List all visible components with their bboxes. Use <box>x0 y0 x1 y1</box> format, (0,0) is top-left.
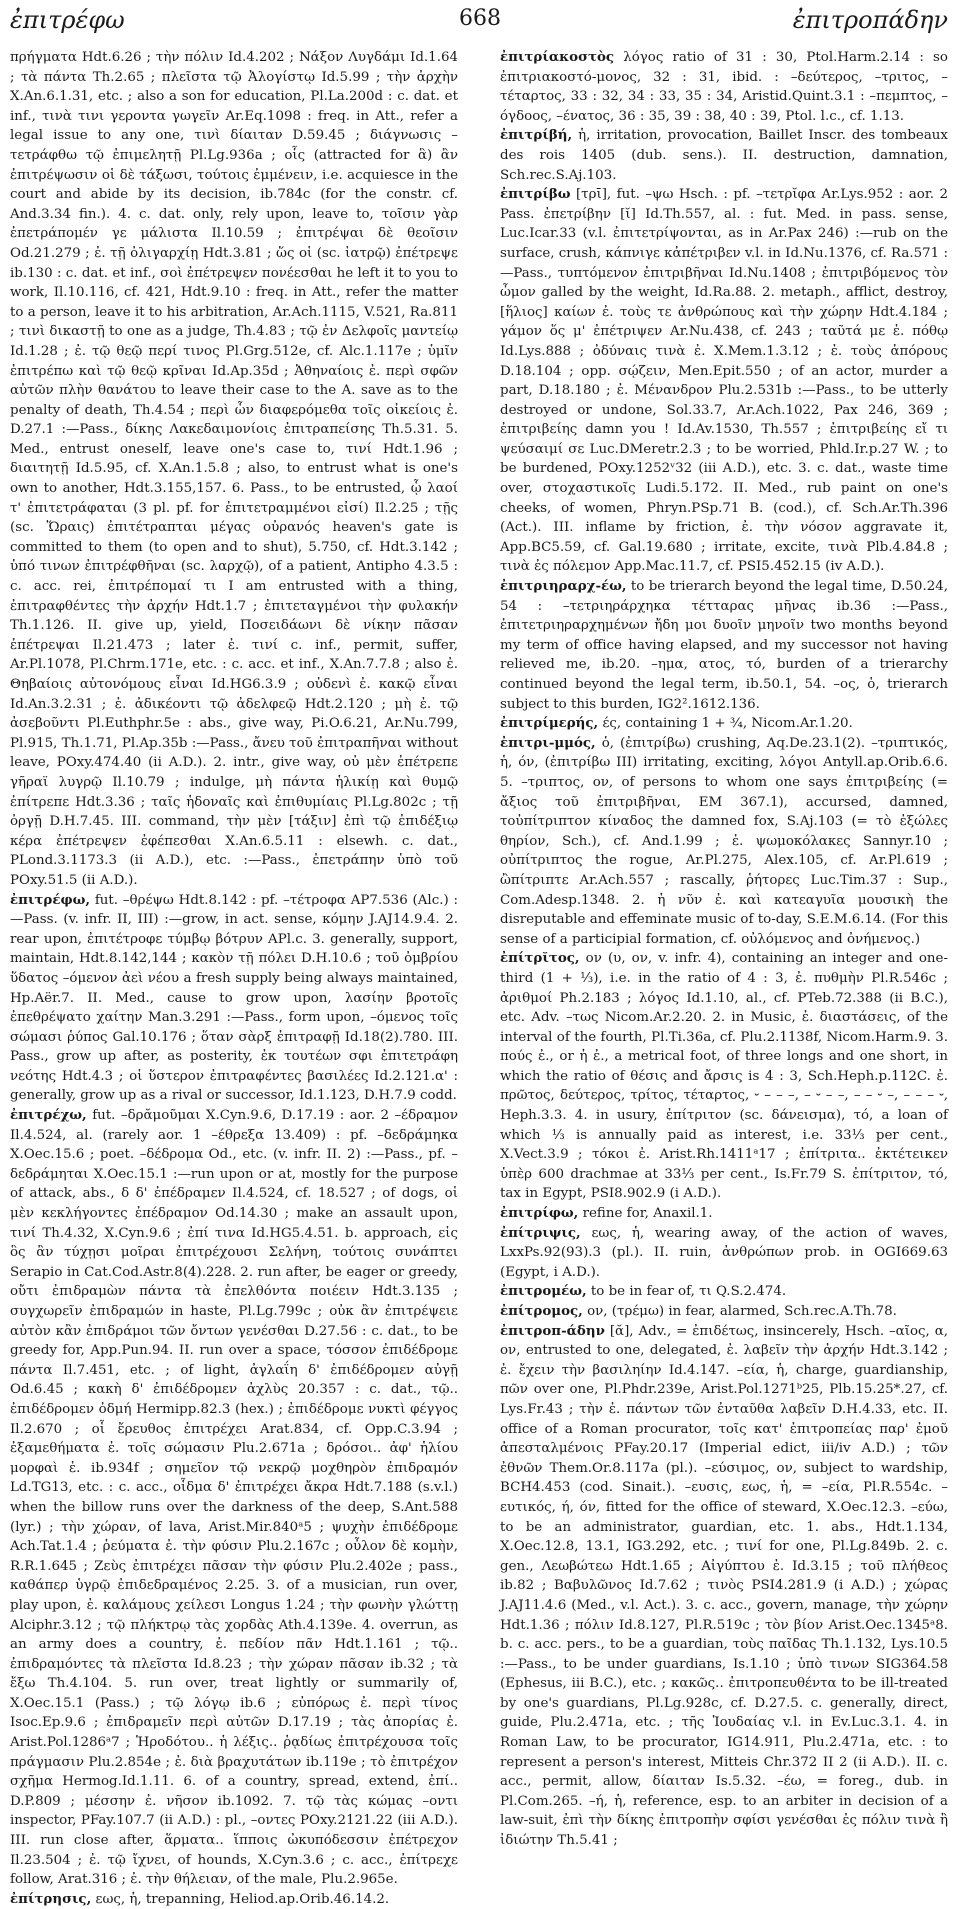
dictionary-entry <box>500 48 948 126</box>
entry-body: εως, ἡ, wearing away, of the action of waves, LxxPs.92(93).3 (pl.). II. ruin, ἀνθρώπων prob. in OGI669.63 (Egypt, i A.D.). <box>500 1225 948 1280</box>
dictionary-entry <box>10 891 458 1107</box>
entry-body: πρήγματα Hdt.6.26 ; τὴν πόλιν Id.4.202 ; Νάξον Λυγδάμι Id.1.64 ; τὰ πάντα Th.2.65 ; πλεῖστα τῷ Ἀλογίστῳ Id.5.99 ; τὴν ἀρχὴν X.An.6.1.31, etc. ; also a son for education, Pl.La.200d : c. dat. et inf., τινὰ τινι γεροντα γωγεῖν Ar.Eq.1098 : freq. in Att., refer a legal issue to any one, τινὶ δίαιταν D.59.45 ; διάγνωσις –τετράφθω τῷ ἐπιμελητῇ Pl.Lg.936a ; οἷς (attracted for ἃ) ἂν ἐπιτρέψωσιν οἱ δὲ τάξωσι, τούτοις ἐμμένειν, i.e. acquiesce in the court and abide by its decision, ib.784c (for the constr. cf. And.3.34 fin.). 4. c. dat. only, rely upon, leave to, τοῖσιν γὰρ ἐπετράπομέν γε μάλιστα Il.10.59 ; ἐπιτρέψαι δὲ θεοῖσιν Od.21.279 ; ἐ. τῇ ὀλιγαρχίῃ Hdt.3.81 ; ὥς οἱ (sc. ἰατρῷ) ἐπέτρεψε ib.130 : c. dat. et inf., σοὶ ἐπέτρεψεν πονέεσθαι he left it to you to work, Il.10.116, cf. 421, Hdt.9.10 : freq. in Att., refer the matter to a person, leave it to his arbitration, Ar.Ach.1115, V.521, Ra.811 ; τινὶ δικαστῇ to one as a judge, Th.4.83 ; τῷ ἐν Δελφοῖς μαντείῳ Id.1.28 ; ἐ. τῷ θεῷ περί τινος Pl.Grg.512e, cf. Alc.1.117e ; ὑμῖν ἐπιτρέπω καὶ τῷ θεῷ κρῖναι Id.Ap.35d ; Ἀθηναίοις ἐ. περὶ σφῶν αὐτῶν πλὴν θανάτου to leave their case to the A. save as to the penalty of death, Th.4.54 ; περὶ ὧν διαφερόμεθα τοῖς οἰκείοις ἐ. D.27.1 :—Pass., δίκης Λακεδαιμονίοις ἐπιτραπείσης Th.5.31. 5. Med., entrust oneself, leave one's case to, τινί Hdt.1.96 ; διαιτητῇ Id.5.95, cf. X.An.1.5.8 ; also, to entrust what is one's own to another, Hdt.3.155,157. 6. Pass., to be entrusted, ᾧ λαοί τ' ἐπιτετράφαται (3 pl. pf. for ἐπιτετραμμένοι εἰσί) Il.2.25 ; τῇς (sc. Ὥραις) ἐπιτέτραπται μέγας οὐρανός heaven's gate is committed to them (to open and to shut), 5.750, cf. Hdt.3.142 ; ὑπό τινων ἐπιτρέφθῆναι (sc. λαρχῷ), of a patient, Antipho 4.3.5 : c. acc. rei, ἐπιτρέπομαί τι I am entrusted with a thing, ἐπιτραφθέντες τὴν ἀρχήν Hdt.1.7 ; ἐπιτεταγμένοι τὴν φυλακήν Th.1.126. II. give up, yield, Ποσειδάωνι δὲ νίκην πᾶσαν ἐπέτρεψαι Il.21.473 ; later ἐ. τινί c. inf., permit, suffer, Ar.Pl.1078, Pl.Chrm.171e, etc. : c. acc. et inf., X.An.7.7.8 ; also ἐ. Θηβαίοις αὐτονόμους εἶναι Id.HG6.3.9 ; οὐδενὶ ἐ. κακῷ εἶναι Id.An.3.2.31 ; ἐ. ἀδικέοντι τῷ ἀδελφεῷ Hdt.2.120 ; μὴ ἐ. τῷ ἀσεβοῦντι Pl.Euthphr.5e : abs., give way, Pi.O.6.21, Ar.Nu.799, Pl.915, Th.1.71, Pl.Ap.35b :—Pass., ἄνευ τοῦ ἐπιτραπῆναι without leave, POxy.474.40 (ii A.D.). 2. intr., give way, οὐ μὲν ἐπέτρεπε γῆραϊ λυγρῷ Il.10.79 ; indulge, μὴ πάντα ἡλικίῃ καὶ θυμῷ ἐπίτρεπε Hdt.3.36 ; ταῖς ἡδοναῖς καὶ ἐπιθυμίαις Pl.Lg.802c ; τῇ ὀργῇ D.H.7.45. III. command, τὴν μὲν [τάξιν] ἐπὶ τῷ ἐπιδέξιῳ κέρα ἐπέτρεψεν ἐφέπεσθαι X.An.6.5.11 : elsewh. c. dat., PLond.3.1173.3 (ii A.D.), etc. :—Pass., ἐπετράπην ὑπὸ τοῦ POxy.51.5 (ii A.D.). <box>10 50 458 888</box>
page-number: 668 <box>459 6 501 31</box>
entry-lemma: ἐπιτρίφω, <box>500 1205 579 1222</box>
dictionary-entry <box>500 185 948 577</box>
entry-lemma: ἐπιτρίμερής, <box>500 715 599 732</box>
right-column <box>500 48 948 1849</box>
dictionary-entry <box>500 126 948 185</box>
entry-lemma: ἐπιτρίβω <box>500 186 571 203</box>
entry-lemma: ἐπίτρῐτος, <box>500 950 580 967</box>
left-column <box>10 48 458 1907</box>
entry-body: fut. –θρέψω Hdt.8.142 : pf. –τέτροφα AP7.536 (Alc.) :—Pass. (v. infr. II, III) :—grow, in act. sense, κόμην J.AJ14.9.4. 2. rear upon, ἐπιτέτροφε τύμβῳ βότρυν APl.c. 3. generally, support, maintain, Hdt.8.142,144 ; κακὸν τῇ πόλει D.H.10.6 ; τοῦ ὀμβρίου ὕδατος –όμενον ἀεὶ νέου a fresh supply being always maintained, Hp.Aër.7. II. Med., cause to grow upon, λασίην βροτοῖς ἐπεθρέψατο χαίτην Man.3.291 :—Pass., form upon, –όμενος τοῖς σώμασι ῥύπος Gal.10.176 ; ὅταν σὰρξ ἐπιτραφῇ Id.18(2).780. III. Pass., grow up after, as posterity, ἐκ τουτέων σφι ἐπιτετράφη νεότης Hdt.4.3 ; οἱ ὕστερον ἐπιτραφέντες βασιλέες Id.2.121.α' : generally, grow up as a rival or successor, Id.1.123, D.H.7.9 codd. <box>10 892 458 1104</box>
entry-body: ὁ, (ἐπιτρίβω) crushing, Aq.De.23.1(2). –τριπτικός, ἡ, όν, (ἐπιτρίβω III) irritating, exciting, λόγοι Antyll.ap.Orib.6.6. 5. –τριπτος, ον, of persons to whom one says ἐπιτριβείης (= ἄξιος τοῦ ἐπιτριβῆναι, EM 367.1), accursed, damned, τοὐπίτριπτον κίναδος the damned fox, S.Aj.103 (= τὸ ἐξώλες θηρίον, Sch.), cf. And.1.99 ; ἐ. ψωμοκόλακες Sannyr.10 ; οὐπίτριπτος the rogue, Ar.Pl.275, Alex.105, cf. Ar.Pl.619 ; ὢπίτριπτε Ar.Ach.557 ; rascally, ῥήτορες Luc.Tim.37 : Sup., Com.Adesp.1348. 2. ἡ νῦν ἐ. καὶ κατεαγυῖα μουσικὴ the disreputable and effeminate music of to-day, S.E.M.6.14. (For this sense of a participial formation, cf. οὐλόμενος and ὀνήμενος.) <box>500 735 948 947</box>
entry-body: refine for, Anaxil.1. <box>582 1206 713 1222</box>
entry-body: [ᾰ], Adv., = ἐπιδέτως, insincerely, Hsch. –αῖος, α, ον, entrusted to one, delegated, ἐ. λαβεῖν τὴν ἀρχήν Hdt.3.142 ; ἐ. ἔχειν τὴν βασιληίην Id.4.147. –εία, ἡ, charge, guardianship, πῶν over one, Pl.Phdr.239e, Arist.Pol.1271ᵇ25, Plb.15.25*.27, cf. Lys.Fr.43 ; τὴν ἐ. πάντων τῶν ἐνταῦθα λαβεῖν D.H.4.33, etc. II. office of a Roman procurator, τοῖς κατ' ἐπιτροπείας παρ' ἐμοῦ ἀπεσταλμένοις PFay.20.17 (Imperial edict, iii/iv A.D.) ; τῶν ἐθνῶν Them.Or.8.117a (pl.). –εύσιμος, ον, subject to wardship, BCH4.453 (cod. Sinait.). –ευσις, εως, ἡ, = –εία, Pl.R.554c. –ευτικός, ή, όν, fitted for the office of steward, X.Oec.12.3. –εύω, to be an administrator, guardian, etc. 1. abs., Hdt.1.134, X.Oec.12.8, 13.1, IG3.292, etc. ; τινί for one, Pl.Lg.849b. 2. c. gen., Λεωβώτεω Hdt.1.65 ; Αἰγύπτου ἐ. Id.3.15 ; τοῦ πλήθεος ib.82 ; Βαβυλῶνος Id.7.62 ; τινὸς PSI4.281.9 (i A.D.) ; χώρας J.AJ11.4.6 (Med., v.l. Act.). 3. c. acc., govern, manage, τὴν χώρην Hdt.1.36 ; πόλιν Id.8.127, Pl.R.519c ; τὸν βίον Arist.Oec.1345ᵃ8. b. c. acc. pers., to be a guardian, τοὺς παῖδας Th.1.132, Lys.10.5 :—Pass., to be under guardians, Is.1.10 ; ὑπὸ τινων SIG364.58 (Ephesus, iii B.C.), etc. ; κακῶς.. ἐπιτροπευθέντα to be ill-treated by one's guardians, Pl.Lg.928c, cf. D.27.5. c. generally, direct, guide, Plu.2.471a, etc. ; τῆς Ἰουδαίας v.l. in Ev.Luc.3.1. 4. in Roman Law, to be procurator, IG14.911, Plu.2.471a, etc. : to represent a person's interest, Mitteis Chr.372 II 2 (ii A.D.). II. c. acc., permit, allow, δίαιταν Is.5.32. –έω, = foreg., dub. in Pl.Com.265. –ή, ἡ, reference, esp. to an arbiter in decision of a law-suit, ἐπὶ τὴν δίκης ἐπιτροπὴν σφίσι γενέσθαι ἐς πόλιν τινὰ ἢ ἰδιώτην Th.5.41 ; <box>500 1323 948 1849</box>
right-guide-word: ἐπιτροπάδην <box>792 6 948 34</box>
entry-body: to be in fear of, τι Q.S.2.474. <box>590 1284 787 1300</box>
dictionary-entry <box>500 1204 948 1224</box>
entry-lemma: ἐπιτρίβή, <box>500 127 573 144</box>
entry-lemma: ἐπίτρομος, <box>500 1303 583 1319</box>
dictionary-entry <box>500 734 948 950</box>
dictionary-entry <box>500 1302 948 1322</box>
entry-lemma: ἐπιτροπ-άδην <box>500 1322 605 1339</box>
entry-lemma: ἐπίτριψις, <box>500 1224 581 1241</box>
dictionary-entry <box>500 1282 948 1302</box>
entry-body: [τρῑ], fut. –ψω Hsch. : pf. –τετρῐφα Ar.Lys.952 : aor. 2 Pass. ἐπετρίβην [ῐ] Id.Th.557, al. : fut. Med. in pass. sense, Luc.Icar.33 (v.l. ἐπιτετρίψονται, as in Ar.Pax 246) :—rub on the surface, crush, κάπνιγε κἀπέτριβεν v.l. in Id.Nu.1376, cf. Ra.571 :—Pass., τυπτόμενον ἐπιτριβῆναι Id.Nu.1408 ; ἐπιτριβόμενος τὸν ὦμον galled by the weight, Id.Ra.88. 2. metaph., afflict, destroy, [ἥλιος] καίων ἐ. τοὺς τε ἀνθρώπους καὶ τὴν χώρην Hdt.4.184 ; γάμον ὅς μ' ἐπέτριψεν Ar.Nu.438, cf. 243 ; ταῦτά με ἐ. πόθῳ Id.Lys.888 ; ὀδύναις τινὰ ἐ. X.Mem.1.3.12 ; ἐ. τοὺς ἀπόρους D.18.104 ; opp. σῴζειν, Men.Epit.550 ; of an actor, murder a part, D.18.180 ; ἐ. Μένανδρον Plu.2.531b :—Pass., to be utterly destroyed or undone, Sol.33.7, Ar.Ach.1022, Pax 246, 369 ; ἐπιτριβείης damn you ! Id.Av.1530, Th.557 ; ἐπιτριβείης εἴ τι ψεύσαιμί σε Luc.DMeretr.2.3 ; to be worried, Phld.Ir.p.27 W. ; to be burdened, POxy.1252ᵛ32 (iii A.D.), etc. 3. c. dat., waste time over, στοχαστικοῖς Ludi.5.172. II. Med., rub paint on one's cheeks, of women, Phryn.PSp.71 B. (cod.), cf. Sch.Ar.Th.396 (Act.). III. inflame by friction, ἐ. τὴν νόσον aggravate it, App.BC5.59, cf. Gal.19.680 ; irritate, excite, τινὰ Plb.4.84.8 ; τινὰ ἐς πόλεμον App.Mac.11.7, cf. PSI5.452.15 (iv A.D.). <box>500 187 948 575</box>
entry-body: fut. –δρᾰμοῦμαι X.Cyn.9.6, D.17.19 : aor. 2 –έδραμον Il.4.524, al. (rarely aor. 1 –έθρεξα 13.409) : pf. –δεδράμηκα X.Oec.15.6 ; poet. –δέδρομα Od., etc. (v. infr. II. 2) :—Pass., pf. –δεδράμηται X.Oec.15.1 :—run upon or at, mostly for the purpose of attack, abs., δ δ' ἐπέδραμεν Il.4.524, cf. 18.527 ; of dogs, οἱ μὲν κεκλήγοντες ἐπέδραμον Od.14.30 ; make an assault upon, τινί Th.4.32, X.Cyn.9.6 ; ἐπί τινα Id.HG5.4.51. b. approach, εἰς ὃς ἂν τύχῃσι μοῖραι ἐπιτρέχουσι Σελήνη, τούτοις συνάπτει Serapio in Cat.Cod.Astr.8(4).228. 2. run after, be eager or greedy, οὔτι ἐπιδραμὼν πάντα τὰ ἐπελθόντα ποιέειν Hdt.3.135 ; συγχωρεῖν ἐπιδραμών in haste, Pl.Lg.799c ; οὐκ ἂν ἐπιτρέψειε αὐτὸν κἂν ἐπιδράμοι τῶν ὄντων γενέσθαι D.27.56 : c. dat., to be greedy for, App.Pun.94. II. run over a space, τόσσον ἐπιδέδρομε πάντα Il.7.451, etc. ; of light, ἀγλαΐη δ' ἐπιδέδρομεν αὐγῇ Od.6.45 ; κακὴ δ' ἐπιδέδρομεν ἀχλὺς 20.357 : c. dat., τῷ.. ἐπιδέδρομεν ὀδμή Hermipp.82.3 (hex.) ; ἐπιδέδρομε νυκτὶ φέγγος Il.2.670 ; οἷ ἔρευθος ἐπιτρέχει Arat.834, cf. Opp.C.3.94 ; ἐξαμεθήματα ἐ. τοῖς σώμασιν Plu.2.671a ; δρόσοι.. ἀφ' ἡλίου μορφαὶ ἐ. ib.934f ; σημεῖον τῷ νεκρῷ μοχθηρὸν ἐπιδραμόν Ld.TG13, etc. : c. acc., οἷδμα δ' ἐπιτρέχει ἄκρα Hdt.7.188 (s.v.l.) when the billow runs over the darkness of the deep, S.Ant.588 (lyr.) ; τὴν χώραν, of lava, Arist.Mir.840ᵃ5 ; ψυχὴν ἐπιδέδρομε Ach.Tat.1.4 ; ῥεύματα ἐ. τὴν φύσιν Plu.2.167c ; οὖλον δὲ κομὴν, R.R.1.645 ; Ζεὺς ἐπιτρέχει πᾶσαν τὴν φύσιν Plu.2.402e ; pass., καθάπερ ὑγρῷ ἐπιδεδραμένος 2.25. 3. of a musician, run over, play upon, ἐ. καλάμους χείλεσι Longus 1.24 ; τὴν φωνὴν γλώττῃ Alciphr.3.12 ; τῷ πλήκτρῳ τὰς χορδὰς Ath.4.139e. 4. overrun, as an army does a country, ἐ. πεδίον πᾶν Hdt.1.161 ; τῷ.. ἐπιδραμόντες τὰ πλεῖστα Id.8.23 ; τὴν χώραν πᾶσαν ib.32 ; τὰ ἔξω Th.4.104. 5. run over, treat lightly or summarily of, X.Oec.15.1 (Pass.) ; τῷ λόγῳ ib.6 ; εὐπόρως ἐ. περὶ τίνος Isoc.Ep.9.6 ; ἐπιδραμεῖν περὶ αὐτῶν D.17.19 ; τὰς ἀπορίας ἐ. Arist.Pol.1286ᵃ7 ; Ἡροδότου.. ἡ λέξις.. ῥᾳδίως ἐπιτρέχουσα τοῖς πράγμασιν Plu.2.854e ; ἐ. διὰ βραχυτάτων ib.119e ; τὸ ἐπιτρέχον σχῆμα Hermog.Id.1.11. 6. of a country, spread, extend, ἐπί.. D.P.809 ; μέσσην ἐ. νῆσον ib.1092. 7. τῷ τὰς κώμας –οντι inspector, PFay.107.7 (ii A.D.) : pl., –οντες POxy.2121.22 (iii A.D.). III. run close after, ἅρματα.. ἵπποις ὠκυπόδεσσιν ἐπέτρεχον Il.23.504 ; ἐ. τῷ ἴχνει, of hounds, X.Cyn.3.6 ; c. acc., ἐπίτρεχε follow, Arat.316 ; ἐ. τὴν θήλειαν, of the male, Plu.2.965e. <box>10 1108 458 1888</box>
entry-lemma: ἐπίτρησις, <box>10 1890 92 1907</box>
entry-body: λόγος ratio of 31 : 30, Ptol.Harm.2.14 : so ἐπιτριακοστό-μονος, 32 : 31, ibid. : –δεύτερος, –τριτος, –τέταρτος, 33 : 32, 34 : 33, 35 : 34, Aristid.Quint.3.1 : –πεμπτος, –όγδοος, –ένατος, 36 : 35, 39 : 38, 40 : 39, Ptol. l.c., cf. 1.13. <box>500 50 948 124</box>
dictionary-entry <box>500 949 948 1204</box>
entry-lemma: ἐπιτρίακοστὸς <box>500 49 615 65</box>
entry-lemma: ἐπιτρέχω, <box>10 1107 87 1124</box>
dictionary-entry <box>10 1890 458 1909</box>
entry-body: to be trierarch beyond the legal time, D.50.24, 54 : –τετριηράρχηκα τέτταρας μῆνας ib.36 :—Pass., ἐπιτετριηραρχημένων ἤδη μοι δυοῖν μηνοῖν two months beyond my term of office having elapsed, and my successor not having relieved me, ib.20. –ημα, ατος, τό, burden of a trierarchy continued beyond the legal term, ib.50.1, 54. –ος, ὁ, trierarch subject to this burden, IG2².1612.136. <box>500 579 948 712</box>
entry-lemma: ἐπιτριηραρχ-έω, <box>500 578 627 595</box>
entry-lemma: ἐπιτρομέω, <box>500 1283 587 1300</box>
entry-body: ἡ, irritation, provocation, Baillet Inscr. des tombeaux des rois 1405 (dub. sens.). II. destruction, damnation, Sch.rec.S.Aj.103. <box>500 128 948 183</box>
entry-body: ές, containing 1 + ¾, Nicom.Ar.1.20. <box>602 716 853 732</box>
dictionary-entry <box>10 48 458 891</box>
entry-lemma: ἐπιτρέφω, <box>10 891 91 908</box>
entry-body: ον (υ, ον, v. infr. 4), containing an integer and one-third (1 + ⅓), i.e. in the ratio of 4 : 3, ἐ. πυθμὴν Pl.R.546c ; ἀριθμοί Ph.2.183 ; λόγος Id.1.10, al., cf. PTeb.72.388 (ii B.C.), etc. Adv. –τως Nicom.Ar.2.20. 2. in Music, ἐ. διαστάσεις, of the interval of the fourth, Pl.Ti.36a, cf. Plu.2.1138f, Nicom.Harm.9. 3. πούς ἐ., or ἡ ἐ., a metrical foot, of three longs and one short, in which the ratio of θέσις and ἄρσις is 4 : 3, Sch.Heph.p.112C. ἐ. πρῶτος, δεύτερος, τρίτος, τέταρτος, ⏑ – – –, – ⏑ – –, – – ⏑ –, – – – ⏑, Heph.3.3. 4. in usury, ἐπίτριτον (sc. δάνεισμα), τό, a loan of which ⅓ is annually paid as interest, i.e. 33⅓ per cent., X.Vect.3.9 ; τόκοι ἐ. Arist.Rh.1411ᵃ17 ; ἐπίτριτα.. ἐκτέτεικεν ὑπὲρ 600 drachmae at 33⅓ per cent., Is.Fr.79 S. ἐπίτριτον, τό, tax in Egypt, PSI8.902.9 (i A.D.). <box>500 951 948 1202</box>
dictionary-entry <box>500 714 948 734</box>
dictionary-entry <box>10 1106 458 1890</box>
left-guide-word: ἐπιτρέφω <box>10 6 125 34</box>
entry-body: εως, ἡ, trepanning, Heliod.ap.Orib.46.14.2. <box>95 1891 390 1907</box>
dictionary-entry <box>500 1224 948 1283</box>
dictionary-entry <box>500 577 948 714</box>
entry-lemma: ἐπιτρι-μμός, <box>500 734 596 751</box>
dictionary-entry <box>500 1322 948 1851</box>
entry-body: ον, (τρέμω) in fear, alarmed, Sch.rec.A.Th.78. <box>587 1304 897 1319</box>
page-header <box>0 0 960 52</box>
